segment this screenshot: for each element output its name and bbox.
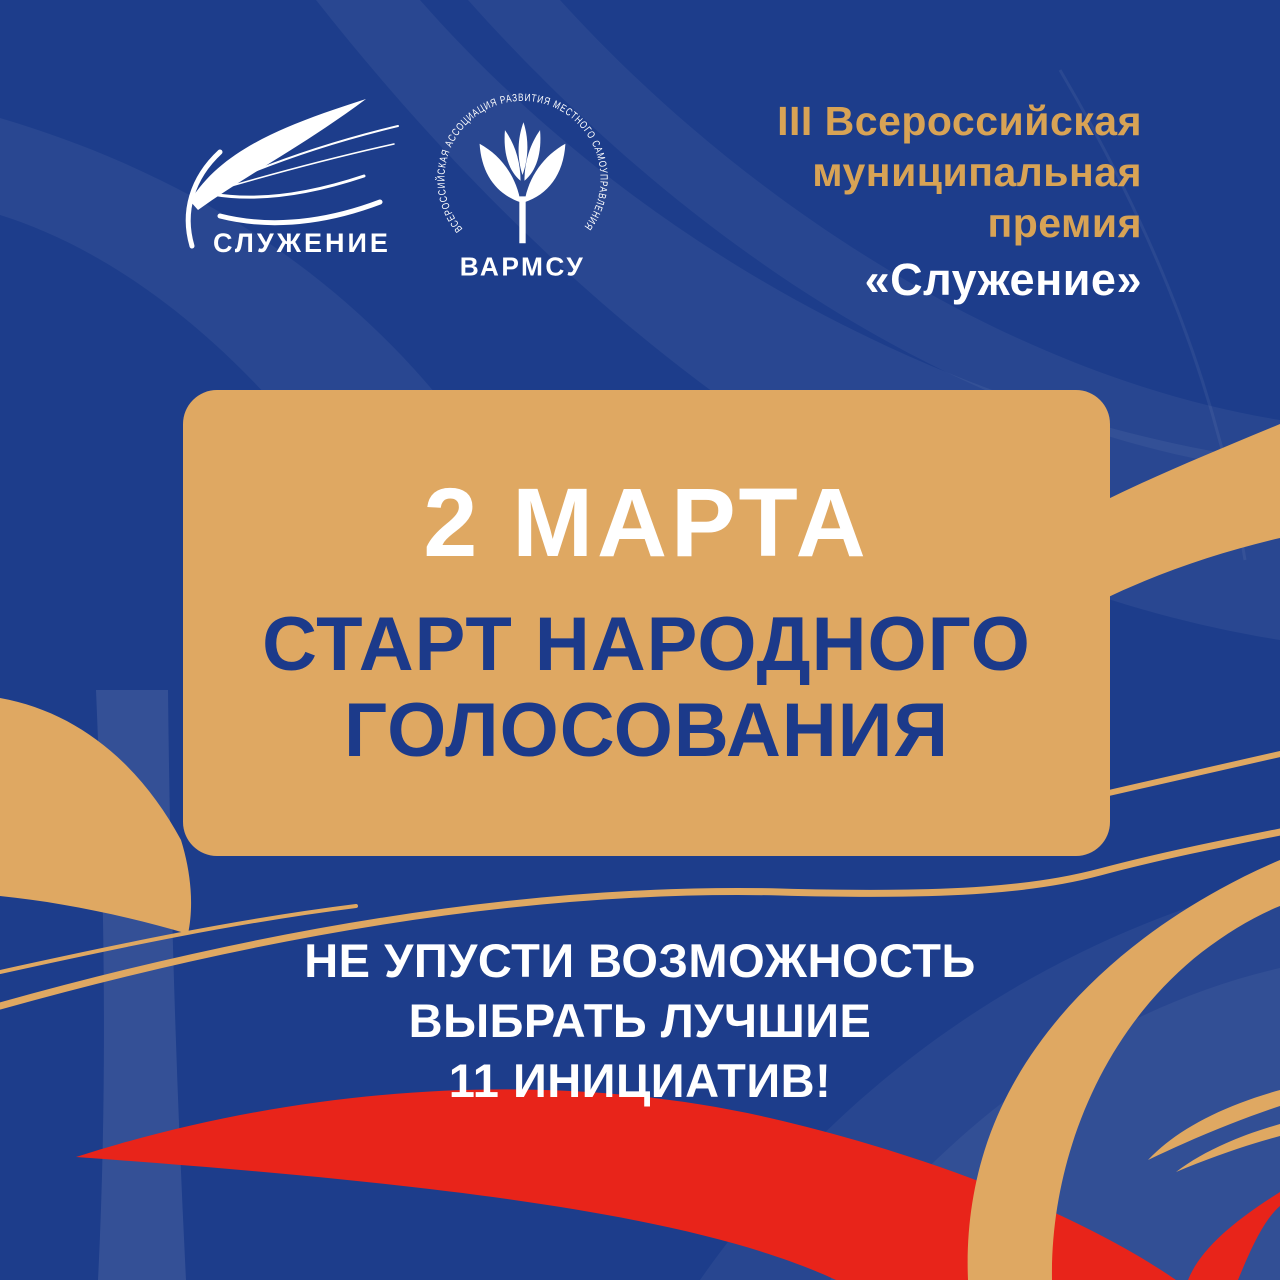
varmsu-sprout-icon: [480, 122, 566, 243]
announcement-headline: [262, 602, 1031, 774]
award-title-line-4: «Служение»: [864, 254, 1142, 305]
varmsu-logo: [425, 90, 620, 295]
award-title-line-1: III Всероссийская: [777, 98, 1142, 144]
tagline-line-2: ВЫБРАТЬ ЛУЧШИЕ: [408, 994, 872, 1047]
announcement-headline-line-2: ГОЛОСОВАНИЯ: [344, 687, 949, 773]
tagline-line-3: 11 ИНИЦИАТИВ!: [448, 1054, 832, 1107]
award-title-line-2: муниципальная: [812, 149, 1142, 195]
sluzhenie-logo-label: СЛУЖЕНИЕ: [213, 228, 391, 258]
tagline-line-1: НЕ УПУСТИ ВОЗМОЖНОСТЬ: [304, 934, 976, 987]
sluzhenie-wing-icon: [188, 99, 398, 246]
award-title-line-3: премия: [987, 200, 1142, 246]
announcement-date: 2 МАРТА: [423, 468, 870, 578]
award-title: [777, 96, 1142, 308]
announcement-headline-line-1: СТАРТ НАРОДНОГО: [262, 602, 1031, 688]
varmsu-logo-label: ВАРМСУ: [459, 251, 586, 282]
sluzhenie-logo: [168, 86, 418, 271]
announcement-card: [183, 390, 1110, 856]
tagline: [0, 931, 1280, 1111]
varmsu-ring-text: ВСЕРОССИЙСКАЯ АССОЦИАЦИЯ РАЗВИТИЯ МЕСТНОГО САМОУПРАВЛЕНИЯ: [435, 91, 610, 235]
